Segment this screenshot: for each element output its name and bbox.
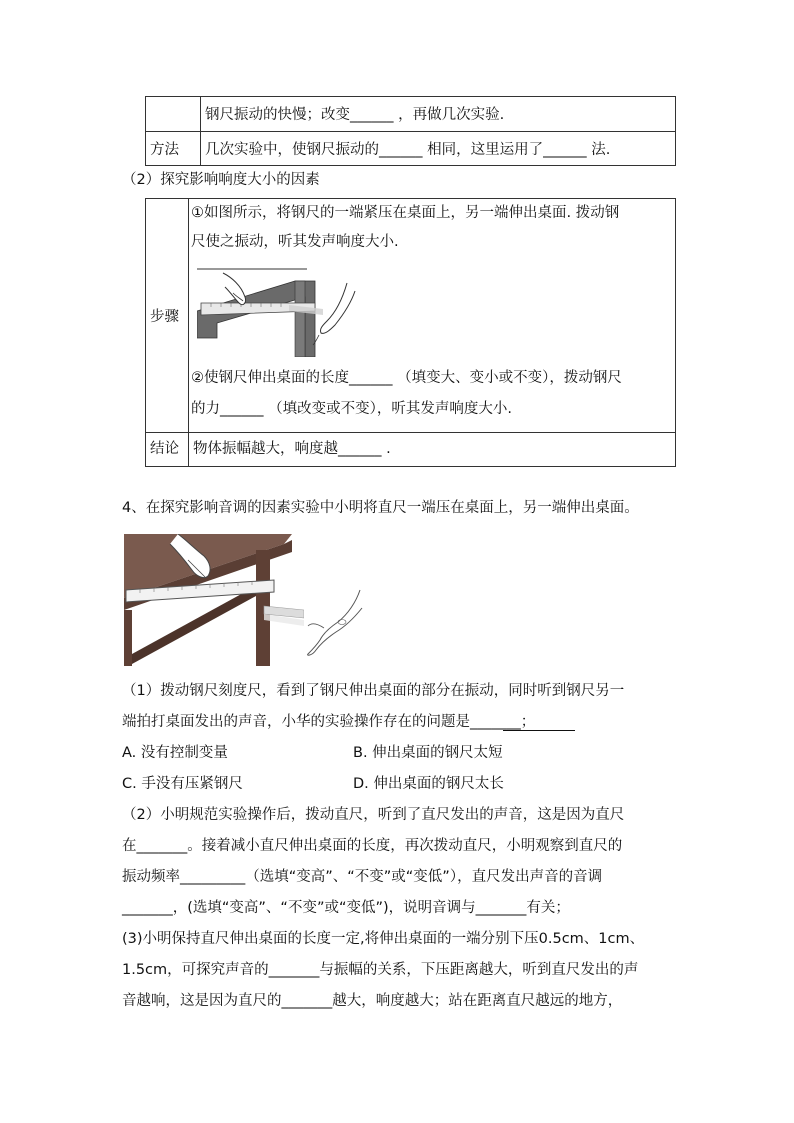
step2-line1: ②使钢尺伸出桌面的长度______ （填变大、变小或不变），拨动钢尺 xyxy=(191,370,622,386)
method-table xyxy=(145,96,676,166)
q4-part1-answer-underline xyxy=(503,730,575,731)
method-table-empty-cell xyxy=(146,97,201,132)
option-b: B. 伸出桌面的钢尺太短 xyxy=(353,745,503,761)
q4-part2-line2: 在_______。接着减小直尺伸出桌面的长度，再次拨动直尺，小明观察到直尺的 xyxy=(122,838,623,854)
plucking-finger-illustration xyxy=(296,588,366,658)
step2-line2: 的力______ （填改变或不变），听其发声响度大小. xyxy=(191,401,512,417)
q4-intro: 4、在探究影响音调的因素实验中小明将直尺一端压在桌面上，另一端伸出桌面。 xyxy=(122,500,639,516)
conclusion-label: 结论 xyxy=(146,433,189,467)
q4-part1-line2: 端拍打桌面发出的声音，小华的实验操作存在的问题是_______； xyxy=(122,714,536,730)
q4-part3-line3: 音越响，这是因为直尺的_______越大，响度越大；站在距离直尺越远的地方， xyxy=(122,993,623,1009)
option-a: A. 没有控制变量 xyxy=(122,745,228,761)
method-label: 方法 xyxy=(146,132,201,166)
section-2-title: （2）探究影响响度大小的因素 xyxy=(122,172,320,188)
option-d: D. 伸出桌面的钢尺太长 xyxy=(353,776,504,792)
q4-part3-line1: (3)小明保持直尺伸出桌面的长度一定,将伸出桌面的一端分别下压0.5cm、1cm、 xyxy=(122,931,645,947)
option-c: C. 手没有压紧钢尺 xyxy=(122,776,243,792)
steps-label: 步骤 xyxy=(146,199,189,433)
method-table-row1-text: 钢尺振动的快慢；改变______ ，再做几次实验. xyxy=(201,97,676,132)
q4-part2-line1: （2）小明规范实验操作后，拨动直尺，听到了直尺发出的声音，这是因为直尺 xyxy=(122,807,625,823)
ruler-on-table-large-illustration xyxy=(124,534,304,666)
conclusion-text: 物体振幅越大，响度越______ . xyxy=(189,433,676,467)
step1-line1: ①如图所示，将钢尺的一端紧压在桌面上，另一端伸出桌面. 拨动钢 xyxy=(191,205,620,221)
method-text: 几次实验中，使钢尺振动的______ 相同，这里运用了______ 法. xyxy=(201,132,676,166)
step1-line2: 尺使之振动，听其发声响度大小. xyxy=(191,234,399,250)
q4-part2-line3: 振动频率_________（选填“变高”、“不变”或“变低”），直尺发出声音的音调 xyxy=(122,869,603,885)
q4-part2-line4: _______，(选填“变高”、“不变”或“变低”)，说明音调与_______有关； xyxy=(122,900,570,916)
q4-part1-line1: （1）拨动钢尺刻度尺，看到了钢尺伸出桌面的部分在振动，同时听到钢尺另一 xyxy=(122,683,625,699)
ruler-on-table-small-illustration xyxy=(197,263,357,357)
q4-part3-line2: 1.5cm，可探究声音的_______与振幅的关系，下压距离越大，听到直尺发出的声 xyxy=(122,962,639,978)
